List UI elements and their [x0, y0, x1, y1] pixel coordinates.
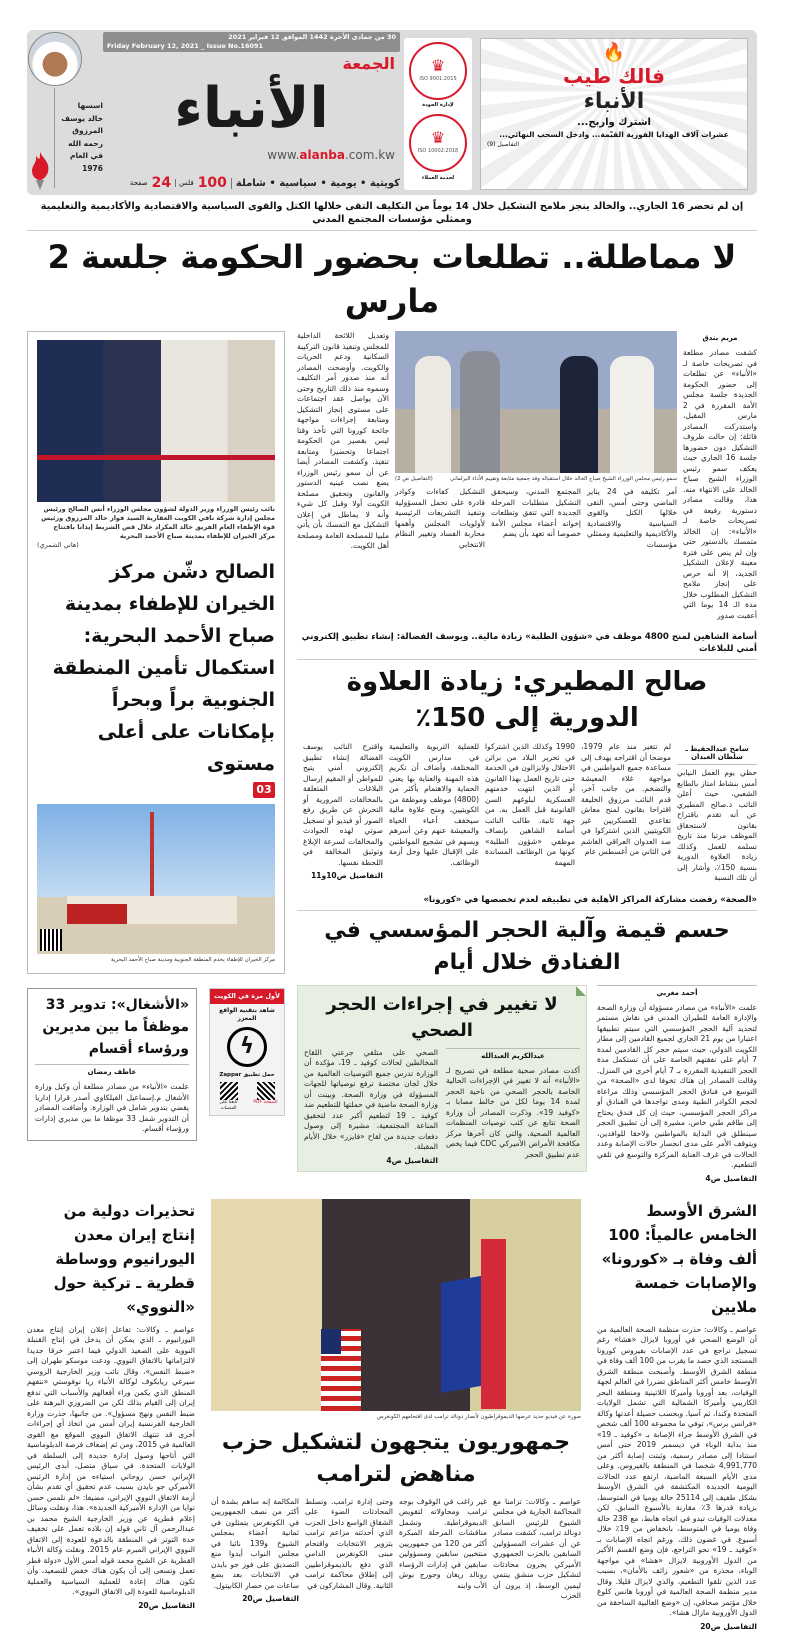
allowance-col-1: حظي يوم العمل النيابي أمس بنشاط امتاز بالطابع الشعبي، حيث أعلن النائب د.صالح المطيري عن أنه تقدم باقتراح بقانون لاستحقاق الموظف مرتبا منذ تاريخ تسلمه للعمل وكذلك زيادة العلاوة الدورية بنسبة 150٪، وأشار إلى أن تلك النسبة [677, 768, 758, 882]
works-box [27, 988, 197, 1141]
ad-line-1: اشترك واربح... [577, 117, 651, 128]
fire-headline[interactable]: الصالح دشّن مركز الخيران للإطفاء بمدينة صباح الأحمد البحرية: استكمال تأمين المنطقة الجنوبية براً وبحراً بإمكانات على أعلى مستوى [52, 561, 275, 775]
founder-line: في العام [69, 151, 103, 160]
url-domain: alanba [299, 148, 345, 162]
allowance-col-2: لم تتغير منذ عام 1979، موضحا أن اقتراحه يهدف إلى مساعدة جميع المواطنين في مواجهة غلاء المعيشة والتضخم. من جانب آخر، قدم النائب مرزوق الخليفة اقتراحا بقانون لمنح معاش تقاعدي للعسكريين غير الكويتيين الذين اشتركوا في صد العدوان العراقي الغاشم في الثاني من أغسطس عام [581, 742, 671, 856]
url-prefix: www. [267, 148, 300, 162]
fire-photo-caption: مركز الخيران للإطفاء يخدم المنطقة الجنوبية ومدينة صباح الأحمد البحرية [110, 957, 275, 963]
no-change-more-link[interactable]: التفاصيل ص4 [386, 1155, 438, 1165]
no-change-box [297, 985, 587, 1172]
allowance-kicker: أسامة الشاهين لمنح 4800 موظف في «شؤون الطلبة» زيادة مالية.. ويوسف الفضالة: إنشاء تطبيق إلكتروني أمني للبلاغات [301, 632, 757, 654]
divider [27, 230, 757, 231]
ad-flame-icon: 🔥 [602, 42, 626, 63]
zappar-top: لأول مرة في الكويت [210, 989, 284, 1004]
day-label: الجمعة [342, 54, 395, 73]
lead-byline: مريم بندق [702, 334, 738, 342]
lead-kicker: إن لم تحضر 16 الجاري.. والخالد ينجز ملامح التشكيل خلال 14 يوماً من التكليف التقى خلالها الكتل والقوى السياسية والاقتصادية والأكاديمية والتعليمية وممثلي مؤسسات المجتمع المدني [40, 201, 744, 225]
lead-col-2: أمر تكليفه في 24 يناير الماضي وحتى أمس، التقى خلالها الكتل والقوى السياسية والاقتصادية والأكاديمية والتعليمية وممثلي مؤسسات [587, 487, 677, 549]
iso-panel [404, 38, 472, 190]
iso-code: ISO 10002:2018 [417, 148, 459, 154]
works-byline: عاطف رمضان [35, 1064, 189, 1079]
ad-logo: الأنباء [583, 89, 645, 114]
no-change-headline[interactable]: لا تغيير في إجراءات الحجر الصحي [326, 993, 558, 1041]
works-body: علمت «الأنباء» من مصادر مطلعة أن وكيل وزارة الأشغال م.إسماعيل الفيلكاوي أصدر قرارا إداريا يقضي بتدوير شامل في الوزارة. وأضافت المصادر أن التدوير شمل 33 موظفا ما بين مديري إدارات ورؤساء أقسام. [35, 1082, 189, 1133]
founder-line: المرزوق [72, 126, 103, 135]
lead-headline[interactable]: لا مماطلة.. تطلعات بحضور الحكومة جلسة 2 مارس [47, 238, 737, 320]
corona-headline[interactable]: الشرق الأوسط الخامس عالمياً: 100 ألف وفاة بـ «كورونا» والإصابات خمسة ملايين [601, 1201, 757, 1316]
ad-details: التفاصيل (9) [487, 141, 520, 148]
caption: سمو رئيس مجلس الوزراء الشيخ صباح الخالد خلال استقباله وفد جمعية متابعة وتقييم الأداء البرلماني [450, 476, 677, 482]
ad-title [563, 64, 665, 88]
iran-story [27, 1199, 195, 1610]
founder-portrait [28, 32, 82, 86]
iso-code: ISO 9001:2015 [419, 76, 457, 82]
date-bar [103, 32, 400, 52]
main-content [27, 200, 757, 1651]
lead-center [395, 331, 677, 550]
ribbon-photo-caption: نائب رئيس الوزراء وزير الدولة لشؤون مجلس الوزراء أنس الصالح ورئيس مجلس إدارة شركة نافي الكويت العقارية السيد فواز خالد المرزوق ورئيس قوة الإطفاء العام الفريق خالد المكراد خلال قص الشريط إيذانا بافتتاح مركز الخيران للإطفاء بمدينة صباح الأحمد البحرية [41, 505, 275, 540]
no-change-col-1: أكدت مصادر صحية مطلعة في تصريح لـ «الأنباء» أنه لا تغيير في الإجراءات الحالية الخاصة بالحجر الصحي من ناحية الحجر لمدة 14 يوما لكل من خالط مصابا بـ «كوفيد 19». وذكرت المصادر أن وزارة الصحة تتابع عن كثب توصيات المنظمات العالمية الصحية، والتي كان آخرها مركز مكافحة الأمراض الأميركي CDC فيما يخص عدم تطبيق الحجر [446, 1065, 581, 1159]
no-change-byline: عبدالكريم العبدالله [446, 1048, 580, 1063]
allowance-col-5-wrap [303, 742, 383, 880]
tagline-bar [103, 173, 400, 193]
qr-label: تابعنا على المنصات [219, 1100, 238, 1111]
trump-col-4-wrap [211, 1497, 299, 1604]
allowance-col-1-wrap [677, 742, 757, 884]
iran-more-link[interactable]: التفاصيل ص20 [138, 1600, 195, 1610]
fire-story-card [27, 331, 285, 974]
qr-label: الصفحة PDF [253, 1100, 278, 1105]
price-unit: فلس [175, 179, 194, 187]
page-count: 24 [151, 175, 172, 191]
crown-icon: ♛ [430, 128, 446, 147]
ribbon-cutting-photo [37, 340, 275, 502]
quarantine-more-link[interactable]: التفاصيل ص4 [705, 1173, 757, 1183]
corona-body: عواصم ـ وكالات: حذرت منظمة الصحة العالمية من أن الوضع الصحي في أوروبا لايزال «هشا» رغم تسجيل تراجع في عدد الإصابات بفيروس كورونا المستجد الذي حصد ما يقرب من 100 ألف وفاة في منطقة الشرق الأوسط. وأصبحت منطقة الشرق الأوسط خامس أكثر المناطق تضررا في العالم لجهة الوفيات، بعد أوروبا وأميركا اللاتينية ومنطقة البحر الكاريبي وأميركا الشمالية التي تشمل الولايات المتحدة وكندا، ثم آسيا. وبحسب حصيلة أعدتها وكالة «فرانس برس»، توفي ما مجموعه 100 ألف شخص في الشرق الأوسط جراء الإصابة بـ «كوفيد ـ 19» منذ بداية الوباء في ديسمبر 2019 حتى أمس استنادا إلى مصادر رسمية، وثبتت إصابة أكثر من 4,991,770 شخصا في المنطقة بالفيروس. وعلى مدى الأيام السبعة الماضية، ارتفع عدد الحالات اليومية الجديدة المكتشفة في الشرق الأوسط بشكل طفيف إلى 25114 حالة يوميا في المتوسط، بزيادة قدرها 3٪ مقارنة بالأسبوع السابق. لكن معدلات الوفيات تبدو في اتجاه هابط، مع 238 حالة وفاة يوميا في المتوسط، بانخفاض من 19٪ خلال أسبوع. في غضون ذلك، ورغم اتجاه الإصابات بـ «كوفيد ـ 19» نحو التراجع، فإن وضع القسم الأكبر من الدول الأوروبية لايزال «هشا» في مواجهة الوباء، محذرة من «شعور زائف بالأمان»، بسبب عدد الذين تلقوا التطعيم، والذي لايزال قليلا. وقال مدير منظمة الصحة العالمية في أوروبا هانس كلوغ خلال مؤتمر صحافي، إن «وضع الغالبية الساحقة من الدول الأوروبية مازال هشا». [597, 1324, 758, 1617]
founder-text [56, 100, 103, 175]
founder-line: اسسها [77, 101, 103, 110]
qr-code-icon[interactable] [40, 929, 62, 951]
lead-col-4: التشكيل كفاءات وكوادر قادرة على تحمل المسؤولية وتنفيذ التشريعات الرئيسية لأولويات المجلس وأهمها محاربة الفساد وتغيير النظام الانتخابي [395, 487, 485, 549]
trump-headline[interactable]: جمهوريون يتجهون لتشكيل حزب مناهض لترامب [221, 1429, 571, 1487]
founder-line: رحمه الله [68, 138, 103, 148]
trump-col-2: غير راغب في الوقوف بوجه ترامب ومحاولاته لتقويض الديموقراطية. وتشمل مناقشات المرحلة المبكرة أكثر من 120 من جمهوريين منتخبين سابقين ومسؤولين سابقين في إدارات الرؤساء رونالد ريغان وجورج بوش الأب وابنه [399, 1496, 487, 1590]
divider [297, 659, 757, 660]
quarantine-body: علمت «الأنباء» من مصادر مسؤولة أن وزارة الصحة والإدارة العامة للطيران المدني في نقاش مستمر لتحديد آلية الحجر المؤسسي التي سيتم تطبيقها اعتبارا من يوم 21 الجاري لجميع القادمين إلى مطار الكويت الدولي، حيث سيتم حجر كل القادمين لمدة 7 أيام على نفقتهم الخاصة على أن تستكمل مدة الحجر التنفيذية المقررة بـ 7 أيام أخرى في المنزل. وقالت المصادر إن هناك تخوفا لدى «الصحة» من التوسع في فنادق الحجر المؤسسي وذلك مراعاة لحجم الكوادر الطبية ومدى تواجدها في الفنادق أو مراكز الحجر المؤسسي، حيث إن كل فندق يحتاج إلى طاقم طبي خاص، مشيرة إلى أن تطبيق الحجر سينطلق في البداية بالمواطنين ولاحقا للوافدين، ويتوقف الأمر على مدى انحسار حالات الإصابة وعدد الحالات في غرف العناية المركزة والتوسع في تلقي التطعيم. [597, 1002, 757, 1169]
quarantine-headline[interactable]: حسم قيمة وآلية الحجر المؤسسي في الفنادق خلال أيام [324, 917, 730, 975]
lead-col-1-wrap [683, 331, 757, 621]
zappar-sub: شاهد بتقنية الواقع المعزز [219, 1007, 275, 1022]
ad-title-2: طيب [563, 64, 612, 88]
corona-more-link[interactable]: التفاصيل ص20 [700, 1621, 757, 1631]
capitol-photo-caption: صورة عن فيديو جديد عرضها الديموقراطيون لأنصار دونالد ترامب لدى اقتحامهم الكونغرس [376, 1413, 581, 1420]
iran-body: عواصم ـ وكالات: تفاعل إعلان إيران إنتاج معدن اليورانيوم ـ الذي يمكن أن يدخل في إنتاج القنبلة النووية على الصعيد الدولي فيما اعتبر خرقا جديدا لالتزاماتها بالاتفاق النووي. ودعت موسكو طهران إلى «ضبط النفس»، وقال نائب وزير الخارجية الروسي سيرغي ريابكوف لوكالة الأنباء ريا نوفوستي «نتفهم المنطق الذي يكمن وراء أفعالهم والأسباب التي تدفع إيران إلى القيام بذلك لكن من الضروري البرهنة على ضبط النفس ونهج مسؤول». من جانبها، حذرت وزارة الخارجية الفرنسية إيران أمس من اتخاذ أي إجراءات أخرى قد تنتهك الاتفاق النووي الموقع مع القوى العالمية في 2015، ومن ثم إضعاف فرصة الدبلوماسية التي أتاحها وصول إدارة جديدة إلى السلطة في الولايات المتحدة. في سياق متصل، أبدى الرئيس الإيراني حسن روحاني استياءه من إدارة الرئيس الأميركي جو بايدن بسبب عدم تحقيق أي تقدم بشأن أزمة الاتفاق النووي الإيراني، مضيفا: «لم نلمس حسن نوايا من الإدارة الأميركية الجديدة». هذا، ونقلت وسائل إعلام قطرية عن وزير الخارجية الشيخ محمد بن عبدالرحمن آل ثاني قوله إن بلاده تعمل على تخفيف حدة التوتر في المنطقة بالدعوة للعودة إلى الاتفاق النووي الإيراني المبرم عام 2015. ونقلت وكالة الأنباء القطرية عن الشيخ محمد قوله أمس الأول «دولة قطر تعمل وتسعى إلى أن يكون هناك خفض للتصعيد، وأن تكون هناك إعادة للعملية السياسية والعملية الدبلوماسية للعودة إلى الاتفاق النووي». [27, 1324, 195, 1596]
capitol-photo [211, 1199, 581, 1411]
right-area [297, 331, 757, 1183]
divider [297, 910, 757, 911]
founder-divider [54, 88, 55, 188]
founder-line: 1976 [82, 163, 103, 173]
iso-seal-9001 [409, 42, 467, 100]
founder-line: خالد يوسف [61, 113, 103, 123]
no-change-col-2-wrap [304, 1048, 438, 1165]
date-english: Friday February 12, 2021 _ Issue No.16091 [107, 42, 264, 50]
allowance-headline[interactable]: صالح المطيري: زيادة العلاوة الدورية إلى 150٪ [346, 667, 708, 733]
works-headline[interactable]: «الأشغال»: تدوير 33 موظفاً ما بين مديرين ورؤساء أقسام [42, 997, 189, 1057]
allowance-col-5: واقترح النائب يوسف الفضالة إنشاء تطبيق إلكتروني أمني يتيح للمواطن أو المقيم إرسال البلاغات المتعلقة بالمخالفات المرورية أو التحرش عن طريق رفع الصور أو فيديو أو تسجيل صوتي لهذه الحوادث والمخالفات لسرعة الإبلاغ وتوثيق المخالفة في اللحظة نفسها. [303, 742, 383, 867]
iran-headline[interactable]: تحذيرات دولية من إنتاج إيران معدن اليورانيوم ووساطة قطرية ـ تركية حول «النووي» [53, 1201, 195, 1316]
trump-col-4: المكالمة إنه ساهم بشدة أن أكثر من نصف الجمهوريين في الكونغرس يتمثلون في ثمانية أعضاء بمجلس الشيوخ و139 نائبا في مجلس النواب أيدوا منع التصديق على فوز جو بايدن في الانتخابات بعد بضع ساعات من حصار الكابيتول. [211, 1496, 299, 1590]
left-area [27, 331, 285, 1141]
corner-fold [576, 986, 586, 996]
page-badge: 03 [253, 782, 275, 798]
trump-more-link[interactable]: التفاصيل ص20 [242, 1594, 299, 1603]
no-change-col-2: الصحي على متلقي جرعتي اللقاح المخالطين لحالات كوفيد ـ 19، مؤكدة أن الوزارة تدرس جميع التوصيات العالمية من خلال لجان مختصة ترفع توصياتها للجهات المسؤولة في وزارة الصحة. وبينت أن وزارة الصحة ماضية في حملتها للتطعيم ضد كوفيد ـ 19 لتطعيم أكبر عدد لتحقيق المناعة المجتمعية، مشيرة إلى وصول دفعات جديدة من لقاح «فايزر» خلال الأيام المقبلة. [304, 1047, 438, 1151]
allowance-byline: سامح عبدالحفيظ ـ سلطان العبدان [677, 742, 757, 765]
trump-col-3: وحتى إدارة ترامب. وتسلط المحادثات الضوء على الشقاق الواسع داخل الحزب الذي أحدثته مزاعم ترامب بتزوير الانتخابات واقتحام مبنى الكونغرس الدامي الذي دفع بالديموقراطيين إلى إطلاق محاكمة ترامب الثانية. وقال المشاركون في [305, 1496, 393, 1590]
newspaper-logo[interactable]: الأنباء [174, 76, 329, 141]
allowance-col-4: للعملية التربوية والتعليمية في مدارس الكويت المختلفة، وأضاف أن تكريم هذه المهنة والعناية بها يعني الحماية والاهتمام بأكثر من (4800) موظف وموظفة من الكويتيين، ومنح علاوة مالية سيخفف أعباء الحياة والمعيشة عنهم وعن أسرهم ويسهم في تشجيع المواطنين على الإقبال عليها وحل أزمة الوظائف. [389, 742, 479, 867]
ad-title-1: فالك [618, 64, 665, 88]
quarantine-byline: أحمد مغربي [597, 985, 757, 1000]
zappar-logo-icon: ϟ [227, 1027, 267, 1067]
date-arabic: 30 من جمادى الأخرة 1442 الموافق 12 فبراير 2021 [228, 33, 396, 41]
ad-line-2: عشرات آلاف الهدايا الفورية القيّمة... وادخل السحب النهائي... [499, 130, 729, 139]
qr-code-icon[interactable] [220, 1082, 238, 1100]
trump-col-1: عواصم ـ وكالات: تزامنا مع المحاكمة الجارية في مجلس الشيوخ للرئيس السابق دونالد ترامب، كشفت مصادر عن أن عشرات المسؤولين السابقين بالحزب الجمهوري الأميركي يجرون محادثات لتشكيل حزب منشق ينتمي ليمين الوسط، إذ يرون أن الحزب [492, 1496, 581, 1600]
lead-col-3: المجتمع المدني، وسيحقق التشكيل متطلبات المرحلة الجديدة التي تتفق وتطلعات إخوانه أعضاء مجلس الأمة خصوصا أنه تعهد بأن يضم [491, 487, 581, 538]
founder-flame-icon [28, 150, 52, 190]
iso-seal-10002 [409, 114, 467, 172]
fire-station-photo [37, 804, 275, 954]
crown-icon: ♛ [430, 56, 446, 75]
lead-col-1: كشفت مصادر مطلعة في تصريحات خاصة لـ «الأنباء» عن تطلعات إلى حضور الحكومة الجديدة جلسة مجلس الأمة المقررة في 2 مارس المقبل، واستدركت المصادر قائلة: إن حالت ظروف التشكيل دون حضورها جلسة 16 الجاري حيث يعكف سمو رئيس الوزراء الشيخ صباح الخالد على الانتهاء منه. هذا، وقالت مصادر دستورية رفيعة في تصريحات خاصة لـ «الأنباء»: إن الخالد متمسك بالدستور حتى وإن لم ينص على فترة معينة لإعلان التشكيل الجديد، إلا أنه حرص على إنجاز ملامح التشكيل المطلوب خلال مدة الـ 14 يوما التي أعقبت صدور [683, 348, 757, 620]
allowance-col-3: 1990 وكذلك الذين اشتركوا في تحرير البلاد من براثن الاحتلال ولايزالون في الخدمة حتى تاريخ العمل بهذا القانون أو الذين انتهت خدمتهم العسكرية لبلوغهم السن القانونية قبل العمل به. من جهة ثانية، طالب النائب أسامة الشاهين بإنصاف موظفي «شؤون الطلبة» كونها من الوظائف المساندة المهمة [485, 742, 575, 867]
iso-label: لإدارة الجودة [422, 102, 454, 108]
lead-col-5: وتعديل اللائحة الداخلية للمجلس وتنفيذ قانون التركيبة السكانية ودعم الحريات والكويت. وأوضحت المصادر أنه منذ صدور أمر التكليف وسموه منذ ذلك التاريخ وحتى الآن يواصل عقد اجتماعات على مستوى إنجاز التشكيل ومتابعة إجراءات مواجهة جائحة كورونا التي تأخذ وقتا ليس بقصير من الحكومة اجتماعا وتحضيرا ومتابعة تنفيذ. وكشفت المصادر أيضا عن أن سمو رئيس الوزراء يضع نصب عينيه الدستور والقانون وتحقيق مصلحة الكويت أولا وقبل كل شيء وأنه لا يماطل في إعلان التشكيل مع التمسك بأن يأتي ملبيا للمصلحة العامة ومصلحة أهل الكويت. [297, 331, 389, 550]
ribbon [37, 455, 275, 460]
qr-code-icon[interactable] [257, 1082, 275, 1100]
lead-photo-caption [395, 475, 677, 483]
corona-story [597, 1199, 757, 1631]
subscription-ad[interactable] [480, 38, 748, 190]
photo-credit: (هاني الشمري) [37, 541, 79, 549]
no-change-col-1-wrap [446, 1048, 580, 1161]
allowance-more-link[interactable]: التفاصيل ص10و11 [311, 871, 383, 880]
photo-more: (التفاصيل ص 2) [395, 476, 433, 482]
trump-story [211, 1199, 581, 1604]
price: 100 [197, 175, 227, 191]
website-url[interactable] [235, 148, 395, 163]
tagline: كويتية • يومية • سياسية • شاملة [231, 178, 400, 189]
quarantine-kicker: «الصحة» رفضت مشاركة المراكز الأهلية في تطبيقه لعدم تخصصها في «كورونا» [423, 894, 757, 905]
url-suffix: .com.kw [344, 148, 395, 162]
quarantine-story [597, 985, 757, 1183]
zappar-app: حمل تطبيق Zappar [219, 1072, 275, 1078]
page-unit: صفحة [129, 179, 148, 187]
zappar-ad[interactable] [209, 988, 285, 1116]
lead-meeting-photo [395, 331, 677, 473]
iso-label: لخدمة العملاء [421, 175, 455, 181]
